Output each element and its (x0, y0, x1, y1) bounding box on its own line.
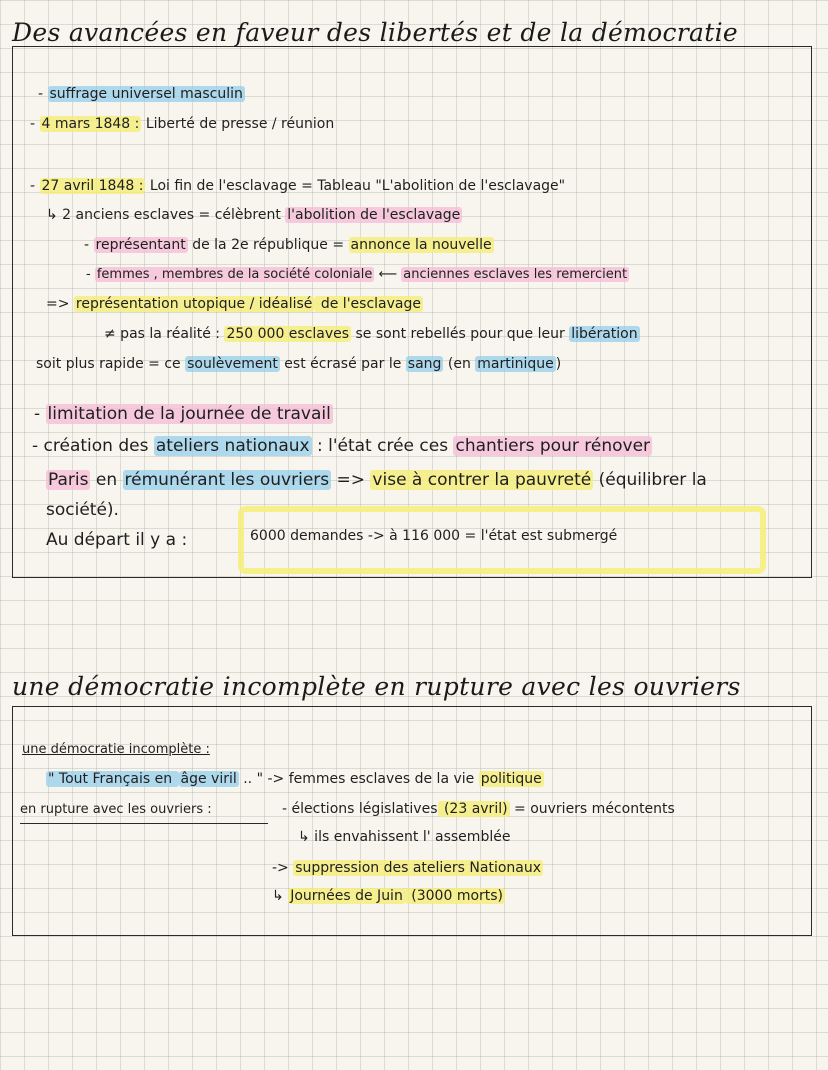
au-depart-text: Au départ il y a : (46, 530, 188, 550)
dash: - (38, 86, 48, 102)
suppression-text: suppression des ateliers Nationaux (295, 860, 542, 876)
line-femmes (86, 267, 629, 282)
line-demandes (250, 528, 617, 544)
dash: - (84, 237, 94, 253)
loi-text: Loi fin de l'esclavage = Tableau "L'abolition de l'esclavage" (145, 178, 566, 194)
equilibrer-text: (équilibrer la (593, 470, 707, 490)
suffrage-text: suffrage universel masculin (49, 86, 243, 102)
arrow-icon: ⟵ (374, 267, 402, 282)
line-soulevement (36, 356, 561, 372)
representant-text: représentant (95, 237, 186, 253)
line-representation (46, 296, 423, 312)
sub-arrow-icon: ↳ (272, 888, 289, 904)
line-27-avril (30, 178, 565, 194)
rupture-heading: en rupture avec les ouvriers : (20, 802, 212, 817)
citation-open: " Tout Français en (48, 771, 177, 787)
limitation-text: limitation de la journée de travail (47, 404, 331, 424)
esclaves-count: 250 000 esclaves (226, 326, 350, 342)
remunerant-text: rémunérant les ouvriers (124, 470, 330, 490)
line-tout-francais (46, 771, 544, 787)
liberte-text: Liberté de presse / réunion (141, 116, 335, 132)
martinique-text: martinique (477, 356, 554, 372)
date-23-avril: (23 avril) (439, 801, 508, 817)
dash: - (30, 116, 40, 132)
remercient-text: anciennes esclaves les remercient (403, 267, 628, 282)
section2-title: une démocratie incomplète en rupture avec les ouvriers (12, 672, 741, 701)
section1-title: Des avancées en faveur des libertés et de la démocratie (12, 18, 738, 47)
line-representant (84, 237, 494, 253)
etat-text: : l'état crée ces (311, 436, 454, 456)
line-rupture (20, 802, 212, 817)
line-societe (46, 500, 119, 520)
democratie-incomplete-heading: une démocratie incomplète : (22, 742, 210, 757)
line-democratie-incomplete (22, 742, 210, 757)
chantiers-text: chantiers pour rénover (455, 436, 651, 456)
line-4-mars (30, 116, 334, 132)
dash: - (86, 267, 95, 282)
implies-icon: => (331, 470, 371, 490)
esclavage-text: de l'esclavage (316, 296, 421, 312)
en-text: en (90, 470, 123, 490)
arrow-icon: -> (272, 860, 294, 876)
anciens-text: ↳ 2 anciens esclaves = célèbrent (46, 207, 286, 223)
line-elections (282, 801, 675, 817)
demandes-text: 6000 demandes -> à 116 000 = l'état est submergé (250, 528, 618, 544)
rupture-underline (20, 823, 268, 824)
societe-text: société). (46, 500, 119, 520)
pauvrete-text: vise à contrer la pauvreté (372, 470, 592, 490)
mecontents-text: = ouvriers mécontents (509, 801, 675, 817)
paren-close: ) (555, 356, 562, 372)
rebelles-text: se sont rebellés pour que leur (351, 326, 570, 342)
realite-text: ≠ pas la réalité : (104, 326, 225, 342)
sang-text: sang (407, 356, 442, 372)
ateliers-text: ateliers nationaux (155, 436, 310, 456)
line-suppression (272, 860, 543, 876)
journees-text: Journées de Juin (290, 888, 403, 904)
line-assemblee (298, 829, 510, 845)
legislatives-text: législatives (358, 801, 438, 817)
femmes-esclaves-text: -> femmes esclaves de la vie (263, 771, 479, 787)
femmes-text: femmes , membres de la société coloniale (96, 267, 373, 282)
line-limitation (34, 404, 333, 424)
soulevement-text: soulèvement (187, 356, 278, 372)
citation-close: .. " (238, 771, 264, 787)
date-27-avril: 27 avril 1848 : (41, 178, 144, 194)
paris-text: Paris (48, 470, 89, 490)
implies-icon: => (46, 296, 74, 312)
assemblee-text: ↳ ils envahissent l' assemblée (298, 829, 511, 845)
republique-text: de la 2e république = (187, 237, 349, 253)
annonce-text: annonce la nouvelle (350, 237, 492, 253)
rapide-text: soit plus rapide = ce (36, 356, 186, 372)
age-viril-text: âge viril (180, 771, 237, 787)
creation-text: - création des (32, 436, 154, 456)
line-au-depart (46, 530, 187, 550)
paren-open: (en (443, 356, 476, 372)
line-journees (272, 888, 505, 904)
dash: - (30, 178, 40, 194)
liberation-text: libération (571, 326, 638, 342)
line-anciens-esclaves (46, 207, 462, 223)
line-suffrage (38, 86, 245, 102)
date-4-mars: 4 mars 1848 : (41, 116, 140, 132)
representation-text: représentation utopique / idéalisé (75, 296, 313, 312)
line-pas-realite (104, 326, 640, 342)
line-paris (46, 470, 707, 490)
abolition-text: l'abolition de l'esclavage (287, 207, 461, 223)
line-ateliers (32, 436, 652, 456)
morts-text: (3000 morts) (406, 888, 504, 904)
ecrase-text: est écrasé par le (279, 356, 406, 372)
elections-text: - élections (282, 801, 359, 817)
politique-text: politique (480, 771, 542, 787)
dash: - (34, 404, 46, 424)
